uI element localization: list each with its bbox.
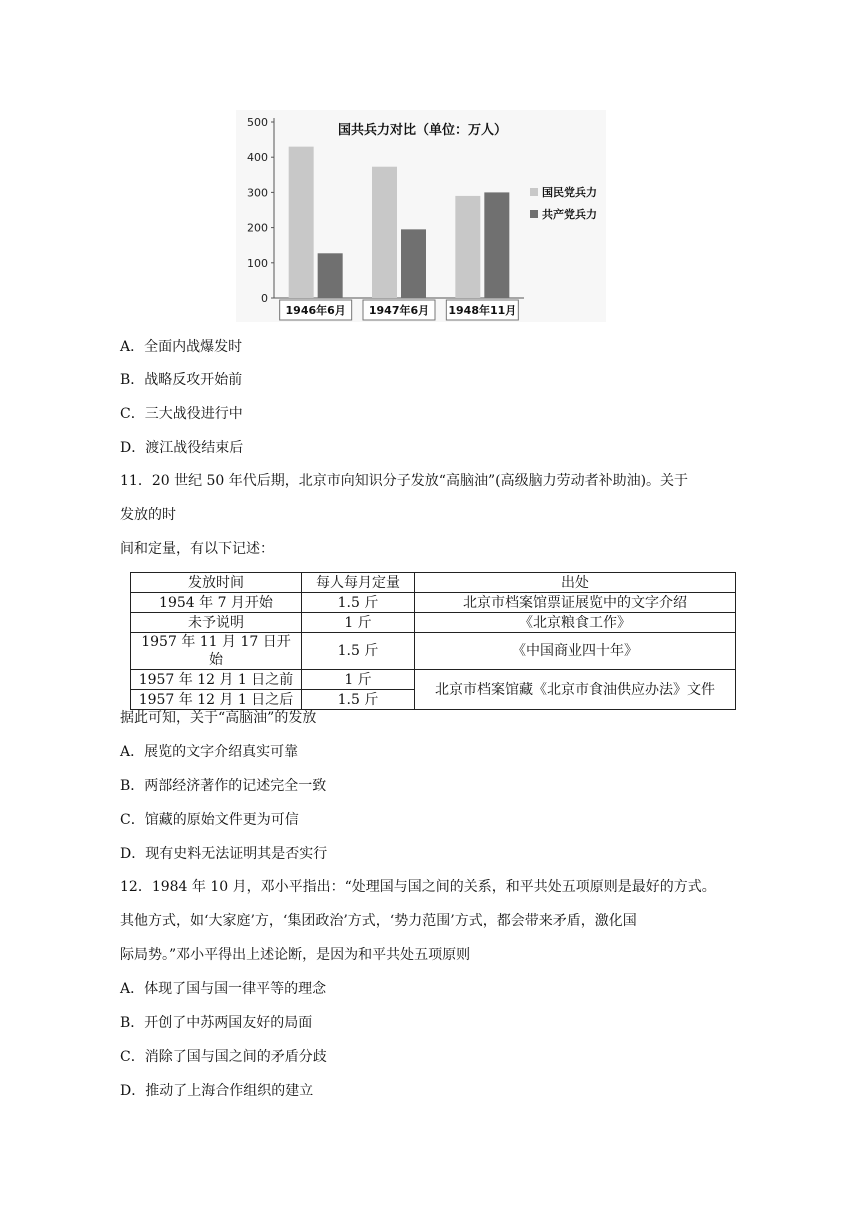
table-cell: 1.5 斤 — [302, 633, 415, 670]
x-tick-label: 1947年6月 — [368, 304, 430, 317]
q12-option-c: C．消除了国与国之间的矛盾分歧 — [120, 1049, 327, 1065]
bar — [455, 196, 480, 298]
y-tick-label: 100 — [247, 256, 268, 270]
table-cell: 1 斤 — [302, 670, 415, 690]
table-cell: 1957 年 12 月 1 日之前 — [131, 670, 302, 690]
y-tick-label: 300 — [247, 186, 268, 200]
q11-option-a: A．展览的文字介绍真实可靠 — [120, 744, 299, 760]
bar — [372, 167, 397, 298]
table-cell-merged: 北京市档案馆藏《北京市食油供应办法》文件 — [415, 670, 736, 710]
q12-option-d: D．推动了上海合作组织的建立 — [120, 1083, 314, 1099]
x-tick-label: 1948年11月 — [448, 304, 517, 317]
legend-swatch — [530, 210, 538, 218]
q12-stem-line-2: 其他方式，如‘大家庭’方，‘集团政治’方式，‘势力范围’方式，都会带来矛盾，激化国 — [120, 913, 637, 929]
q12-stem-line-3: 际局势。”邓小平得出上述论断，是因为和平共处五项原则 — [120, 947, 471, 963]
table-header-cell: 每人每月定量 — [302, 573, 415, 593]
q11-stem-line-2: 发放的时 — [120, 507, 176, 523]
q10-option-b: B．战略反攻开始前 — [120, 372, 243, 388]
table-cell: 1.5 斤 — [302, 690, 415, 710]
q11-conclusion: 据此可知，关于“高脑油”的发放 — [120, 710, 317, 726]
y-tick-label: 400 — [247, 151, 268, 165]
force-comparison-chart — [236, 110, 606, 322]
table-cell: 北京市档案馆票证展览中的文字介绍 — [415, 593, 736, 613]
table-cell: 1 斤 — [302, 613, 415, 633]
q12-stem-line-1: 12．1984 年 10 月，邓小平指出：“处理国与国之间的关系，和平共处五项原则是最好的方式。 — [120, 879, 716, 895]
bar — [484, 192, 509, 298]
bar — [318, 253, 343, 298]
q11-option-d: D．现有史料无法证明其是否实行 — [120, 846, 328, 862]
table-row — [131, 633, 736, 670]
q11-source-table — [130, 572, 736, 710]
q11-stem-line-1: 11．20 世纪 50 年代后期，北京市向知识分子发放“高脑油”(高级脑力劳动者补助油)。关于 — [120, 473, 689, 489]
bar — [401, 229, 426, 298]
legend-swatch — [530, 188, 538, 196]
chart-title: 国共兵力对比（单位：万人） — [338, 123, 508, 138]
q12-option-a: A．体现了国与国一律平等的理念 — [120, 981, 327, 997]
y-tick-label: 0 — [261, 292, 268, 305]
table-header-cell: 出处 — [415, 573, 736, 593]
y-tick-label: 500 — [247, 116, 268, 129]
q12-option-b: B．开创了中苏两国友好的局面 — [120, 1015, 313, 1031]
bar — [289, 147, 314, 298]
table-cell: 未予说明 — [131, 613, 302, 633]
table-cell: 1957 年 12 月 1 日之后 — [131, 690, 302, 710]
table-cell: 1957 年 11 月 17 日开始 — [131, 633, 302, 670]
q11-stem-line-3: 间和定量，有以下记述： — [120, 541, 274, 557]
table-cell: 1954 年 7 月开始 — [131, 593, 302, 613]
q10-option-a: A．全面内战爆发时 — [120, 339, 243, 355]
table-row — [131, 613, 736, 633]
chart-svg — [236, 110, 606, 322]
y-tick-label: 200 — [247, 221, 268, 235]
table-cell: 1.5 斤 — [302, 593, 415, 613]
q10-option-c: C．三大战役进行中 — [120, 406, 243, 422]
table-cell: 《北京粮食工作》 — [415, 613, 736, 633]
x-tick-label: 1946年6月 — [285, 304, 346, 317]
table-cell: 《中国商业四十年》 — [415, 633, 736, 670]
table-header-cell: 发放时间 — [131, 573, 302, 593]
q11-option-b: B．两部经济著作的记述完全一致 — [120, 778, 327, 794]
q11-option-c: C．馆藏的原始文件更为可信 — [120, 812, 299, 828]
table-row — [131, 670, 736, 690]
q10-option-d: D．渡江战役结束后 — [120, 440, 244, 456]
legend-label: 国民党兵力 — [542, 186, 597, 199]
table-row — [131, 593, 736, 613]
table-header-row — [131, 573, 736, 593]
legend-label: 共产党兵力 — [542, 208, 597, 221]
